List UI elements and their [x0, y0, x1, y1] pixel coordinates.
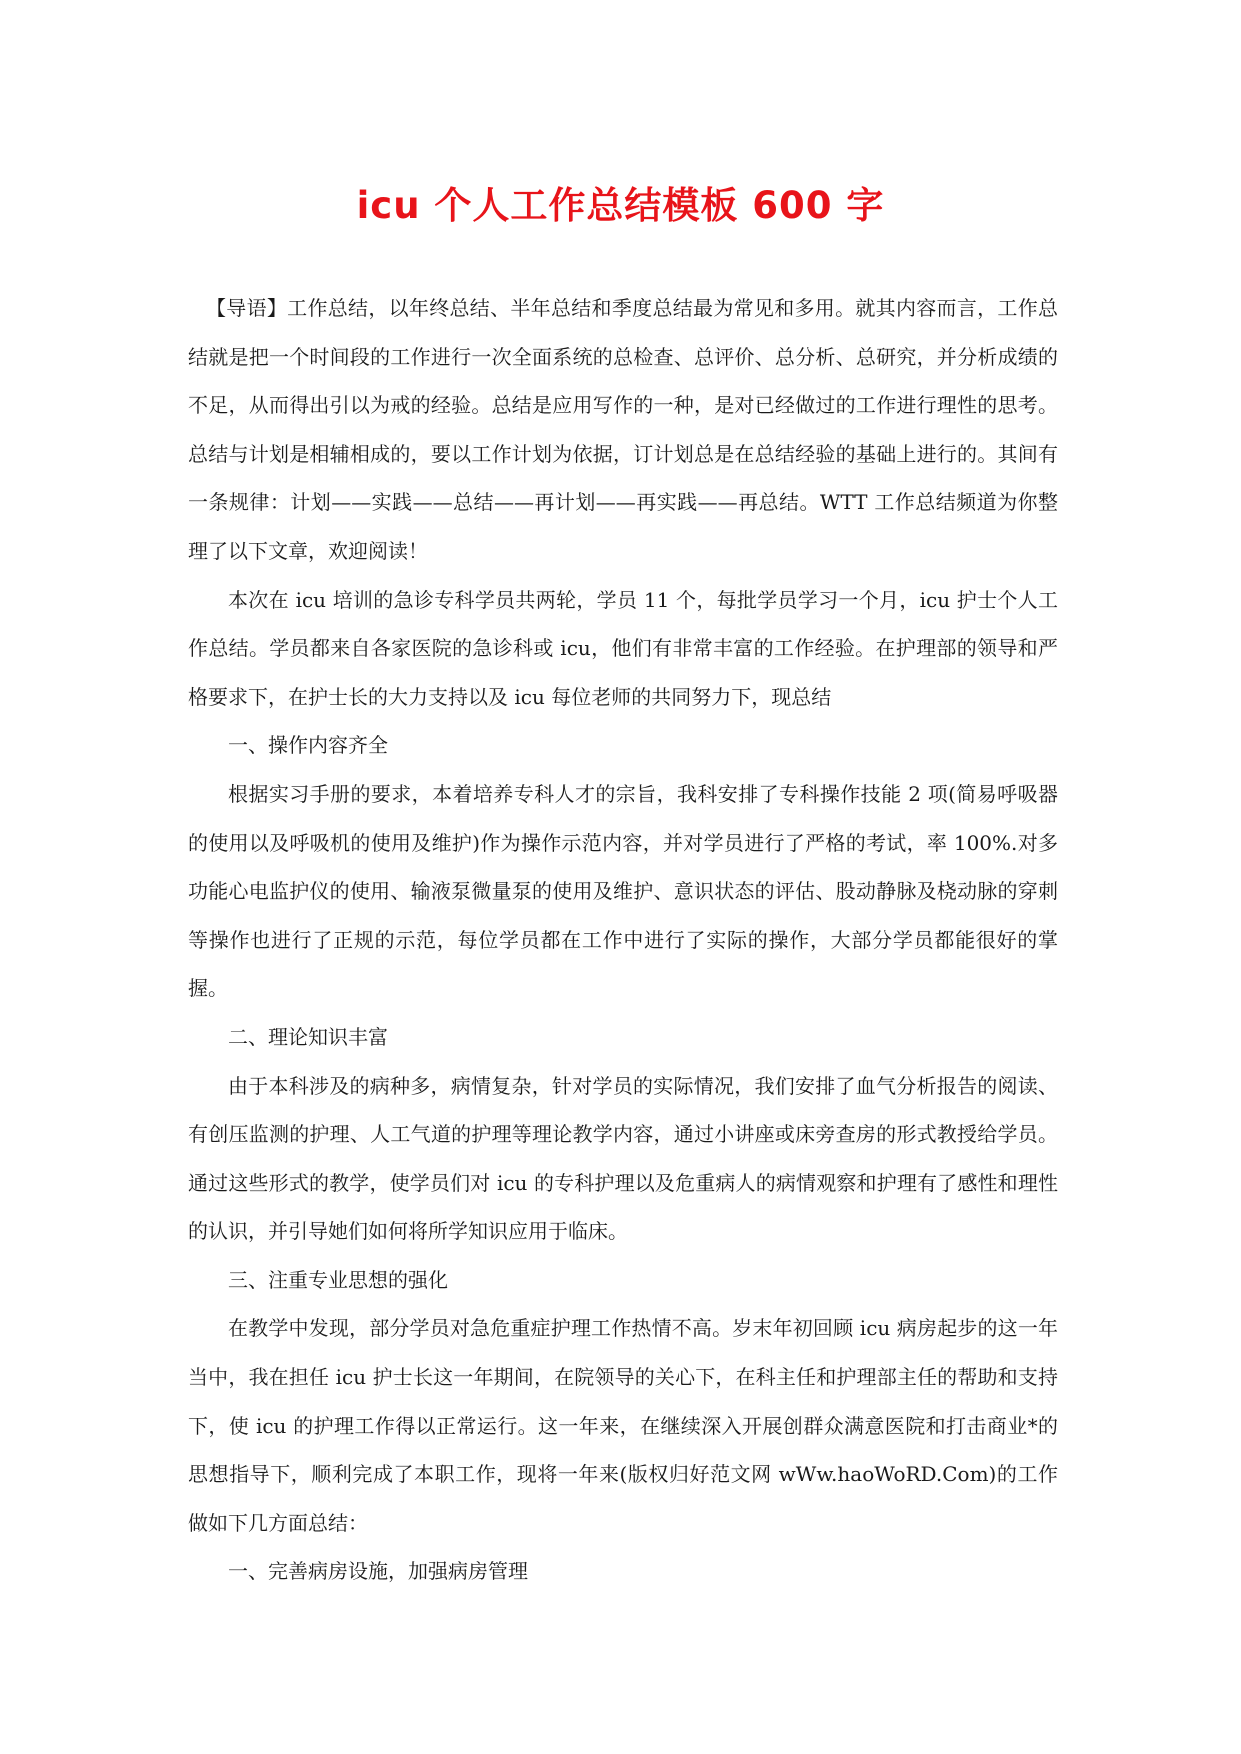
body-paragraph: 由于本科涉及的病种多，病情复杂，针对学员的实际情况，我们安排了血气分析报告的阅读、有创压监测的护理、人工气道的护理等理论教学内容，通过小讲座或床旁查房的形式教授给学员。通过这些形式的教学，使学员们对 icu 的专科护理以及危重病人的病情观察和护理有了感性和理性的认识，并引导她们如何将所学知识应用于临床。: [188, 1073, 1058, 1244]
document-title: icu 个人工作总结模板 600 字: [356, 183, 885, 227]
document-body: [188, 284, 1058, 1596]
body-paragraph: 在教学中发现，部分学员对急危重症护理工作热情不高。岁末年初回顾 icu 病房起步的这一年当中，我在担任 icu 护士长这一年期间，在院领导的关心下，在科主任和护理部主任的帮助和支持下，使 icu 的护理工作得以正常运行。这一年来，在继续深入开展创群众满意医院和打击商业*的思想指导下，顺利完成了本职工作，现将一年来(版权归好范文网 wWw.haoWoRD.Com)的工作做如下几方面总结：: [188, 1316, 1058, 1535]
section-heading: 三、注重专业思想的强化: [228, 1267, 448, 1292]
section-heading: 一、完善病房设施，加强病房管理: [228, 1559, 528, 1584]
section-heading: 一、操作内容齐全: [228, 733, 388, 758]
section-heading: 二、理论知识丰富: [228, 1024, 388, 1049]
body-paragraph: 根据实习手册的要求，本着培养专科人才的宗旨，我科安排了专科操作技能 2 项(简易呼吸器的使用以及呼吸机的使用及维护)作为操作示范内容，并对学员进行了严格的考试，率 100%.对多功能心电监护仪的使用、输液泵微量泵的使用及维护、意识状态的评估、股动静脉及桡动脉的穿刺等操作也进行了正规的示范，每位学员都在工作中进行了实际的操作，大部分学员都能很好的掌握。: [188, 781, 1058, 1001]
intro-paragraph: 【导语】工作总结，以年终总结、半年总结和季度总结最为常见和多用。就其内容而言，工作总结就是把一个时间段的工作进行一次全面系统的总检查、总评价、总分析、总研究，并分析成绩的不足，从而得出引以为戒的经验。总结是应用写作的一种，是对已经做过的工作进行理性的思考。总结与计划是相辅相成的，要以工作计划为依据，订计划总是在总结经验的基础上进行的。其间有一条规律：计划——实践——总结——再计划——再实践——再总结。WTT 工作总结频道为你整理了以下文章，欢迎阅读！: [188, 296, 1058, 563]
body-paragraph: 本次在 icu 培训的急诊专科学员共两轮，学员 11 个，每批学员学习一个月，icu 护士个人工作总结。学员都来自各家医院的急诊科或 icu，他们有非常丰富的工作经验。在护理部的领导和严格要求下，在护士长的大力支持以及 icu 每位老师的共同努力下，现总结: [188, 587, 1058, 709]
